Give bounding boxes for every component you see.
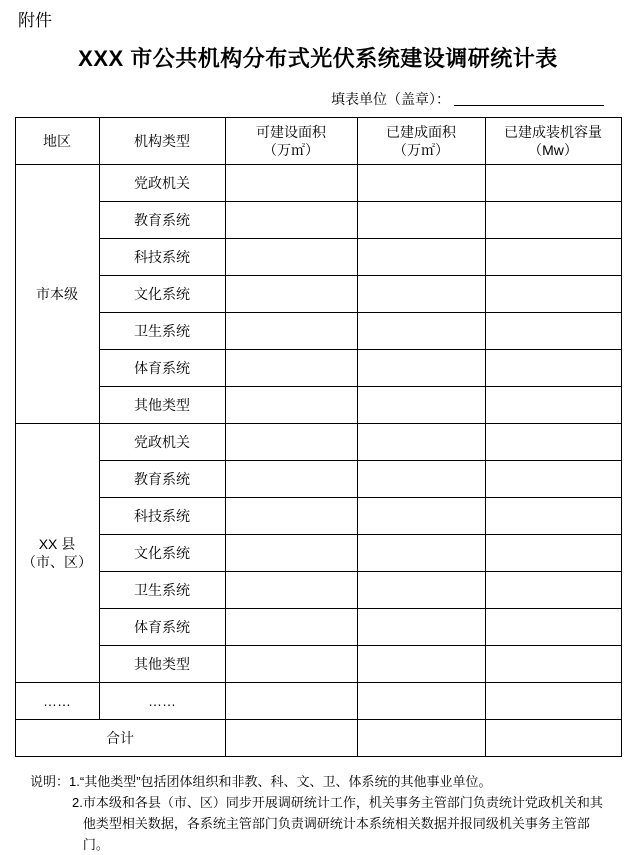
column-header-built-area-line2: （万㎡） [393,142,449,158]
table-row [15,165,621,202]
survey-table [15,117,622,757]
built-area-cell[interactable] [357,461,485,498]
column-header-buildable-area-line2: （万㎡） [263,142,319,158]
org-type-cell: 卫生系统 [99,572,225,609]
table-row [15,202,621,239]
org-type-cell: 其他类型 [99,646,225,683]
built-area-cell[interactable] [357,276,485,313]
built-area-cell[interactable] [357,165,485,202]
capacity-cell[interactable] [485,609,621,646]
notes-lead-label: 说明： [30,774,70,789]
note-text-2: 市本级和各县（市、区）同步开展调研统计工作，机关事务主管部门负责统计党政机关和其他类型相关数据，各系统主管部门负责调研统计本系统相关数据并报同级机关事务主管部门。 [82,795,603,852]
table-row [15,276,621,313]
org-type-cell: 体育系统 [99,350,225,387]
column-header-built-area-line1: 已建成面积 [386,124,456,140]
table-row [15,646,621,683]
filler-unit-label: 填表单位（盖章）： [331,91,450,107]
column-header-org-type-line1: 机构类型 [134,133,190,149]
note-text-1: “其他类型”包括团体组织和非教、科、文、卫、体系统的其他事业单位。 [79,774,492,789]
table-row-total [15,720,621,757]
capacity-cell[interactable] [485,646,621,683]
table-row [15,572,621,609]
total-capacity-cell[interactable] [485,720,621,757]
capacity-cell[interactable] [485,572,621,609]
table-row [15,313,621,350]
buildable-area-cell[interactable] [225,572,357,609]
column-header-buildable-area [225,118,357,165]
built-area-cell[interactable] [357,424,485,461]
table-row [15,387,621,424]
attachment-label: 附件 [18,11,52,30]
built-area-cell[interactable] [357,239,485,276]
note-number-2: 2. [72,795,83,810]
column-header-buildable-area-line1: 可建设面积 [256,124,326,140]
table-row [15,424,621,461]
table-row [15,461,621,498]
built-area-cell[interactable] [357,202,485,239]
table-row-ellipsis [15,683,621,720]
column-header-org-type [99,118,225,165]
buildable-area-cell[interactable] [225,165,357,202]
buildable-area-cell[interactable] [225,387,357,424]
note-item-2 [30,792,612,855]
note-item-1 [30,771,612,792]
org-type-cell: 体育系统 [99,609,225,646]
org-type-cell: 教育系统 [99,461,225,498]
org-type-cell: 科技系统 [99,498,225,535]
column-header-capacity [485,118,621,165]
region-cell-group-2 [15,424,99,683]
column-header-region-line1: 地区 [43,133,71,149]
capacity-cell[interactable] [485,535,621,572]
column-header-region [15,118,99,165]
capacity-cell[interactable] [485,461,621,498]
org-type-cell-ellipsis: …… [99,683,225,720]
built-area-cell[interactable] [357,535,485,572]
capacity-cell[interactable] [485,498,621,535]
built-area-cell[interactable] [357,646,485,683]
org-type-cell: 党政机关 [99,424,225,461]
filler-unit-line [14,89,622,109]
built-area-cell[interactable] [357,387,485,424]
note-number-1: 1. [69,774,80,789]
buildable-area-cell[interactable] [225,535,357,572]
buildable-area-cell[interactable] [225,646,357,683]
column-header-capacity-line1: 已建成装机容量 [504,124,602,140]
total-built-area-cell[interactable] [357,720,485,757]
region-cell-group-1 [15,165,99,424]
buildable-area-cell[interactable] [225,461,357,498]
capacity-cell[interactable] [485,683,621,720]
notes-section [30,771,612,855]
page-title: XXX 市公共机构分布式光伏系统建设调研统计表 [78,46,558,71]
total-label: 合计 [15,720,225,757]
table-row [15,239,621,276]
capacity-cell[interactable] [485,239,621,276]
built-area-cell[interactable] [357,683,485,720]
org-type-cell: 科技系统 [99,239,225,276]
region-cell-group-2-line2: （市、区） [22,554,92,570]
org-type-cell: 党政机关 [99,165,225,202]
table-row [15,609,621,646]
capacity-cell[interactable] [485,313,621,350]
org-type-cell: 教育系统 [99,202,225,239]
capacity-cell[interactable] [485,276,621,313]
region-cell-ellipsis: …… [15,683,99,720]
buildable-area-cell[interactable] [225,609,357,646]
capacity-cell[interactable] [485,387,621,424]
buildable-area-cell[interactable] [225,239,357,276]
region-cell-group-2-line1: XX 县 [38,536,76,552]
filler-unit-blank[interactable] [454,91,604,106]
capacity-cell[interactable] [485,350,621,387]
org-type-cell: 卫生系统 [99,313,225,350]
capacity-cell[interactable] [485,165,621,202]
buildable-area-cell[interactable] [225,498,357,535]
buildable-area-cell[interactable] [225,313,357,350]
buildable-area-cell[interactable] [225,683,357,720]
buildable-area-cell[interactable] [225,202,357,239]
built-area-cell[interactable] [357,572,485,609]
capacity-cell[interactable] [485,424,621,461]
column-header-capacity-line2: （Mw） [528,142,578,158]
buildable-area-cell[interactable] [225,424,357,461]
buildable-area-cell[interactable] [225,276,357,313]
built-area-cell[interactable] [357,609,485,646]
capacity-cell[interactable] [485,202,621,239]
table-header-row [15,118,621,165]
built-area-cell[interactable] [357,350,485,387]
table-row [15,350,621,387]
built-area-cell[interactable] [357,498,485,535]
column-header-built-area [357,118,485,165]
org-type-cell: 其他类型 [99,387,225,424]
org-type-cell: 文化系统 [99,276,225,313]
region-cell-group-1-line1: 市本级 [36,286,78,302]
table-row [15,498,621,535]
table-row [15,535,621,572]
buildable-area-cell[interactable] [225,350,357,387]
total-buildable-area-cell[interactable] [225,720,357,757]
built-area-cell[interactable] [357,313,485,350]
org-type-cell: 文化系统 [99,535,225,572]
